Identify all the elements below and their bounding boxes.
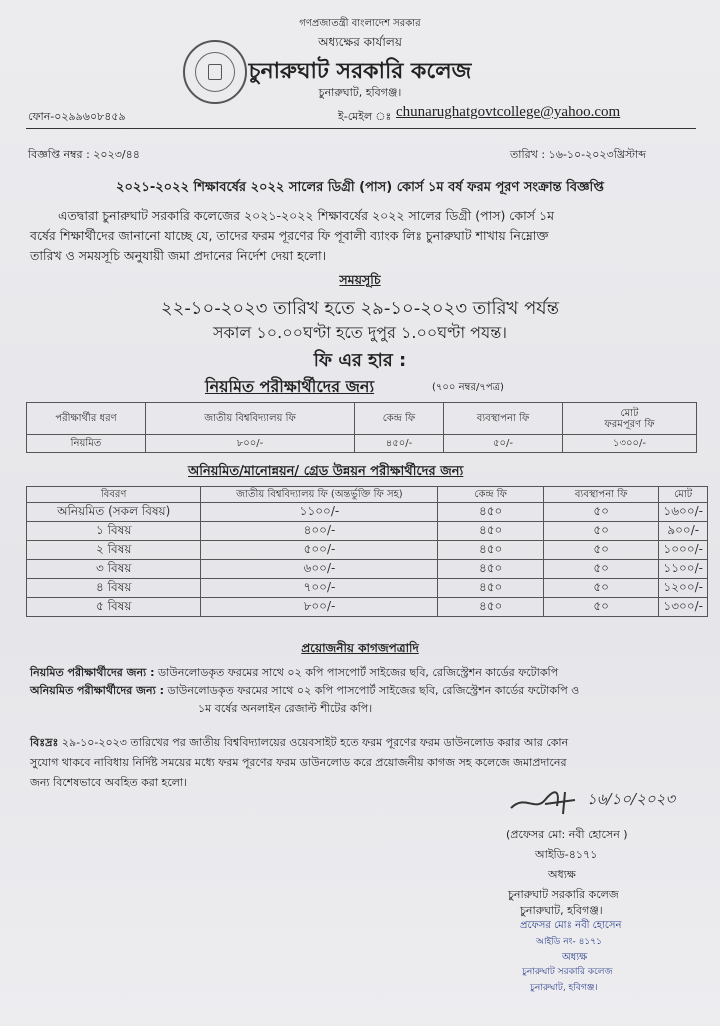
regular-header-management-fee: ব্যবস্থাপনা ফি [444, 403, 563, 435]
schedule-time: সকাল ১০.০০ঘণ্টা হতে দুপুর ১.০০ঘণ্টা পযন্ত। [212, 323, 508, 342]
table-cell: ৪৫০ [438, 522, 543, 541]
note-line-1 [30, 734, 568, 753]
signatory-place: চুনারুঘাট, হবিগঞ্জ। [520, 904, 603, 917]
regular-header-form-fee: ফরমপূরণ ফি [604, 418, 655, 430]
signatory-name: (প্রফেসর মো: নবী হোসেন ) [506, 828, 628, 841]
table-cell: ১১০০/- [659, 560, 708, 579]
documents-regular-label: নিয়মিত পরীক্ষার্থীদের জন্য : [30, 666, 155, 679]
table-row [27, 560, 708, 579]
table-cell: ৬০০/- [201, 560, 438, 579]
stamp-line-5: চুনারুঘাট, হবিগঞ্জ। [530, 983, 598, 993]
regular-fee-table [26, 402, 697, 453]
table-cell: ৫০ [543, 598, 659, 617]
table-row [27, 598, 708, 617]
table-cell: ৪৫০ [438, 598, 543, 617]
regular-header-nu-fee: জাতীয় বিশ্ববিদ্যালয় ফি [146, 403, 355, 435]
table-row [27, 503, 708, 522]
body-line-3: তারিখ ও সময়সূচি অনুযায়ী জমা প্রদানের নির্দেশ দেয়া হলো। [30, 248, 327, 263]
schedule-dates: ২২-১০-২০২৩ তারিখ হতে ২৯-১০-২০২৩ তারিখ পর্যন্ত [160, 298, 560, 319]
signatory-id: আইডি-৪১৭১ [535, 848, 598, 861]
documents-heading: প্রয়োজনীয় কাগজপত্রাদি [301, 641, 419, 655]
college-name: চুনারুঘাট সরকারি কলেজ [248, 59, 472, 84]
table-row [27, 435, 697, 453]
signature-date: ১৬/১০/২০২৩ [587, 790, 676, 808]
table-cell: ৩ বিষয় [27, 560, 201, 579]
memo-date: তারিখ : ১৬-১০-২০২৩খ্রিস্টাব্দ [510, 148, 646, 161]
irregular-header-management-fee: ব্যবস্থাপনা ফি [543, 487, 659, 503]
stamp-line-4: চুনারুঘাট সরকারি কলেজ [522, 967, 613, 977]
table-cell: ৭০০/- [201, 579, 438, 598]
note-line-2: সুযোগ থাকবে নাবিধায় নির্দিষ্ট সময়ের মধ্যে ফরম পূরণের ফরম ডাউনলোড করে প্রয়োজনীয় কাগজ সহ কলেজে জমাপ্রদানের [30, 756, 567, 769]
signatory-college: চুনারুঘাট সরকারি কলেজ [508, 888, 619, 901]
table-cell: ১০০০/- [659, 541, 708, 560]
table-cell: ৫০ [543, 503, 659, 522]
table-cell: ৪৫০/- [355, 435, 444, 453]
stamp-line-1: প্রফেসর মোঃ নবী হোসেন [520, 920, 622, 931]
note-text-1: ২৯-১০-২০২৩ তারিখের পর জাতীয় বিশ্ববিদ্যালয়ের ওয়েবসাইট হতে ফরম পূরণের ফরম ডাউনলোড করার আর কোন [61, 736, 569, 749]
table-cell: ৫ বিষয় [27, 598, 201, 617]
body-line-1: এতদ্বারা চুনারুঘাট সরকারি কলেজের ২০২১-২০২২ শিক্ষাবর্ষের ২০২২ সালের ডিগ্রী (পাস) কোর্স ১ম [58, 208, 555, 223]
fee-heading: ফি এর হার : [313, 350, 407, 371]
table-row [27, 579, 708, 598]
table-cell: ৮০০/- [146, 435, 355, 453]
table-cell: ৫০০/- [201, 541, 438, 560]
table-cell: ৫০ [543, 541, 659, 560]
signatory-title: অধ্যক্ষ [548, 868, 576, 881]
table-cell: ৪৫০ [438, 560, 543, 579]
table-cell: ৫০ [543, 560, 659, 579]
table-cell: ১৬০০/- [659, 503, 708, 522]
college-location: চুনারুঘাট, হবিগঞ্জ। [318, 86, 402, 99]
stamp-line-2: আইডি নং- ৪১৭১ [536, 937, 602, 947]
regular-heading: নিয়মিত পরীক্ষার্থীদের জন্য [205, 377, 375, 396]
regular-note: (৭০০ নম্বর/৭পত্র) [432, 382, 504, 393]
table-cell: ২ বিষয় [27, 541, 201, 560]
table-cell: ১১০০/- [201, 503, 438, 522]
table-cell: ৪৫০ [438, 503, 543, 522]
documents-irregular-text: ডাউনলোডকৃত ফরমের সাথে ০২ কপি পাসপোর্ট সাইজের ছবি, রেজিস্ট্রেশন কার্ডের ফটোকপি ও [167, 684, 580, 697]
documents-irregular-label: অনিয়মিত পরীক্ষার্থীদের জন্য : [30, 684, 164, 697]
table-cell: ৮০০/- [201, 598, 438, 617]
table-cell: ১৩০০/- [659, 598, 708, 617]
note-label: বিঃদ্রঃ [30, 736, 59, 749]
signature-scribble [505, 782, 695, 822]
irregular-header-desc: বিবরণ [27, 487, 201, 503]
regular-header-type: পরীক্ষার্থীর ধরণ [27, 403, 146, 435]
table-cell: ৪ বিষয় [27, 579, 201, 598]
table-row [27, 541, 708, 560]
note-line-3: জন্য বিশেষভাবে অবহিত করা হলো। [30, 776, 188, 789]
body-line-2: বর্ষের শিক্ষার্থীদের জানানো যাচ্ছে যে, তাদের ফরম পূরণের ফি পূবালী ব্যাংক লিঃ চুনারুঘাট শাখায় নিম্নোক্ত [30, 228, 549, 243]
table-cell: ৫০ [543, 579, 659, 598]
table-cell: ১২০০/- [659, 579, 708, 598]
table-cell: ৪৫০ [438, 579, 543, 598]
stamp-line-3: অধ্যক্ষ [562, 952, 588, 963]
regular-header-total-label: মোট [620, 407, 639, 419]
phone-number: ফোন-০২৯৯৬০৮৪৫৯ [28, 110, 126, 123]
documents-irregular [30, 682, 579, 701]
irregular-header-total: মোট [659, 487, 708, 503]
documents-regular-text: ডাউনলোডকৃত ফরমের সাথে ০২ কপি পাসপোর্ট সাইজের ছবি, রেজিস্ট্রেশন কার্ডের ফটোকপি [157, 666, 559, 679]
regular-header-total [563, 403, 697, 435]
table-cell: ৫০/- [444, 435, 563, 453]
documents-irregular-text-2: ১ম বর্ষের অনলাইন রেজাল্ট শীটের কপি। [198, 702, 373, 715]
irregular-header-nu-fee: জাতীয় বিশ্ববিদ্যালয় ফি (অন্তর্ভুক্তি ফি সহ) [201, 487, 438, 503]
table-cell: ৯০০/- [659, 522, 708, 541]
table-cell: নিয়মিত [27, 435, 146, 453]
email-link[interactable]: chunarughatgovtcollege@yahoo.com [396, 104, 621, 120]
table-cell: অনিয়মিত (সকল বিষয়) [27, 503, 201, 522]
email-label: ই-মেইল ঃ [338, 110, 392, 123]
office-line: অধ্যক্ষের কার্যালয় [318, 35, 402, 49]
documents-regular [30, 664, 558, 683]
regular-header-centre-fee: কেন্দ্র ফি [355, 403, 444, 435]
schedule-heading: সময়সূচি [339, 272, 381, 287]
table-cell: ১ বিষয় [27, 522, 201, 541]
table-cell: ৪৫০ [438, 541, 543, 560]
header-divider [26, 128, 696, 129]
table-row [27, 522, 708, 541]
irregular-fee-table [26, 486, 708, 617]
memo-number: বিজ্ঞপ্তি নম্বর : ২০২৩/৪৪ [28, 148, 140, 161]
table-cell: ১৩০০/- [563, 435, 697, 453]
table-cell: ৫০ [543, 522, 659, 541]
table-cell: ৪০০/- [201, 522, 438, 541]
notice-subject: ২০২১-২০২২ শিক্ষাবর্ষের ২০২২ সালের ডিগ্রী (পাস) কোর্স ১ম বর্ষ ফরম পূরণ সংক্রান্ত বিজ্ঞপ্তি [116, 180, 604, 195]
irregular-heading: অনিয়মিত/মানোন্নয়ন/ গ্রেড উন্নয়ন পরীক্ষার্থীদের জন্য [188, 464, 464, 479]
irregular-header-centre-fee: কেন্দ্র ফি [438, 487, 543, 503]
govt-line: গণপ্রজাতন্ত্রী বাংলাদেশ সরকার [299, 18, 421, 29]
